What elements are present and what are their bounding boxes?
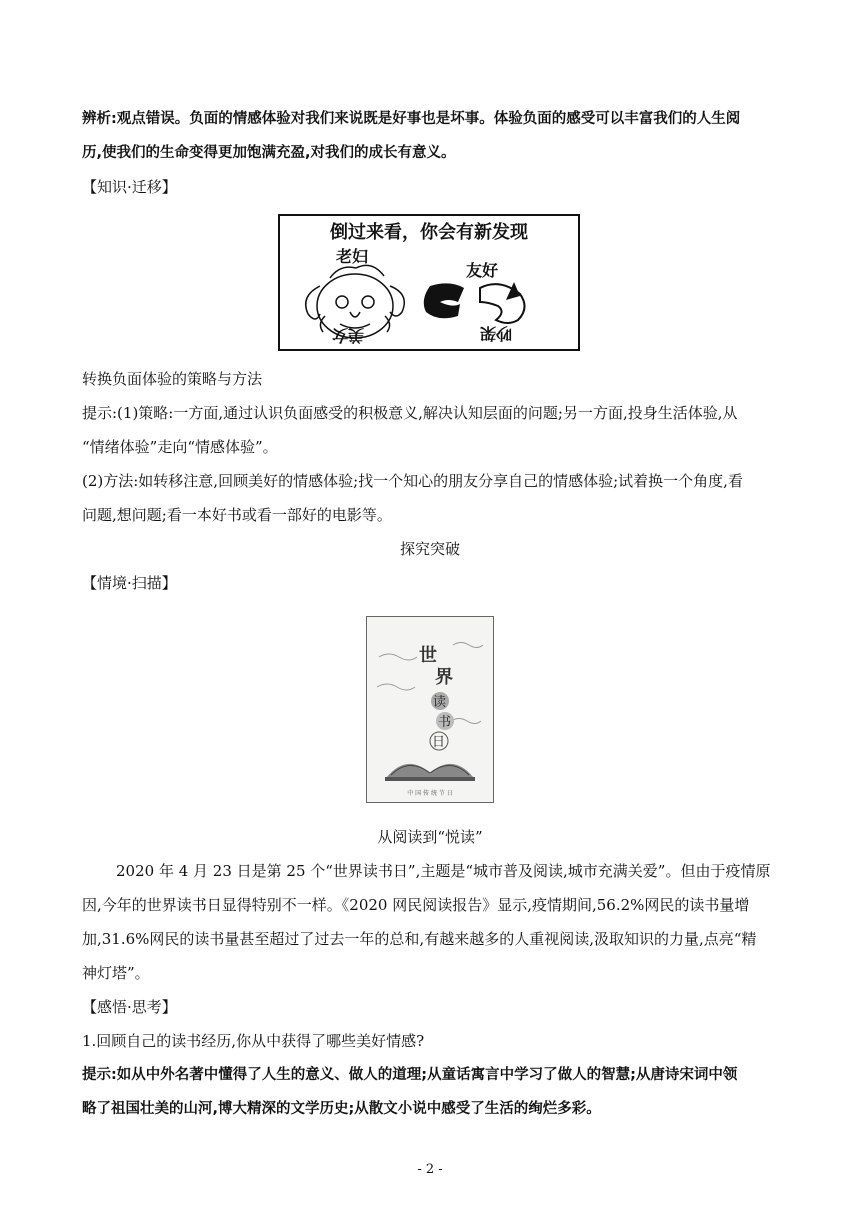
- analysis-line-1: 辨析:观点错误。负面的情感体验对我们来说既是好事也是坏事。体验负面的感受可以丰富我们的人生阅: [82, 111, 741, 127]
- cartoon-label-quarrel: 吵架: [479, 324, 512, 343]
- article-caption: 从阅读到“悦读”: [377, 828, 483, 846]
- section-scene-scan: 【情境·扫描】: [82, 574, 177, 592]
- cartoon-label-beauty: 美女: [331, 326, 364, 345]
- cartoon-header: 倒过来看，你会有新发现: [330, 222, 528, 243]
- open-book-icon: [385, 764, 475, 781]
- cartoon-drawing: [280, 216, 578, 349]
- cartoon-illustration: [278, 214, 580, 351]
- answer-1-line-2: 略了祖国壮美的山河,博大精深的文学历史;从散文小说中感受了生活的绚烂多彩。: [82, 1101, 601, 1117]
- page-number: - 2 -: [417, 1162, 443, 1177]
- article-paragraph-line-1: 2020 年 4 月 23 日是第 25 个“世界读书日”,主题是“城市普及阅读,城市充满关爱”。但由于疫情原: [116, 862, 771, 880]
- hint-strategy-line-1: 提示:(1)策略:一方面,通过认识负面感受的积极意义,解决认知层面的问题;另一方面,投身生活体验,从: [82, 404, 738, 422]
- world-book-day-poster: [366, 616, 494, 803]
- article-paragraph-line-2: 因,今年的世界读书日显得特别不一样。《2020 网民阅读报告》显示,疫情期间,56.2%网民的读书量增: [82, 896, 750, 914]
- analysis-line-2: 历,使我们的生命变得更加饱满充盈,对我们的成长有意义。: [82, 145, 456, 161]
- cartoon-label-old-woman: 老妇: [336, 247, 369, 266]
- section-knowledge-migration: 【知识·迁移】: [82, 178, 177, 196]
- section-reflection: 【感悟·思考】: [82, 998, 177, 1016]
- handshake-drawing: [424, 282, 525, 323]
- strategy-heading: 转换负面体验的策略与方法: [82, 370, 263, 388]
- poster-title-day: 日: [432, 735, 446, 750]
- article-paragraph-line-3: 加,31.6%网民的读书量甚至超过了过去一年的总和,有越来越多的人重视阅读,汲取知识的力量,点亮“精: [82, 930, 757, 948]
- hint-method-line-2: 问题,想问题;看一本好书或看一部好的电影等。: [82, 506, 392, 524]
- poster-title-jie: 界: [435, 667, 453, 688]
- article-paragraph-line-4: 神灯塔”。: [82, 964, 150, 982]
- explore-heading: 探究突破: [399, 540, 460, 558]
- poster-drawing: [367, 617, 493, 802]
- poster-title-book: 书: [438, 715, 452, 730]
- cartoon-label-friendly: 友好: [466, 261, 499, 280]
- poster-footer: 中 国 传 统 节 日: [407, 790, 453, 797]
- hint-method-line-1: (2)方法:如转移注意,回顾美好的情感体验;找一个知心的朋友分享自己的情感体验;试着换一个角度,看: [82, 472, 743, 490]
- poster-title-world: 世: [419, 645, 437, 666]
- question-1: 1.回顾自己的读书经历,你从中获得了哪些美好情感?: [82, 1032, 425, 1050]
- answer-1-line-1: 提示:如从中外名著中懂得了人生的意义、做人的道理;从童话寓言中学习了做人的智慧;从唐诗宋词中领: [82, 1067, 738, 1083]
- poster-title-read: 读: [433, 695, 447, 710]
- hint-strategy-line-2: “情绪体验”走向“情感体验”。: [82, 438, 278, 456]
